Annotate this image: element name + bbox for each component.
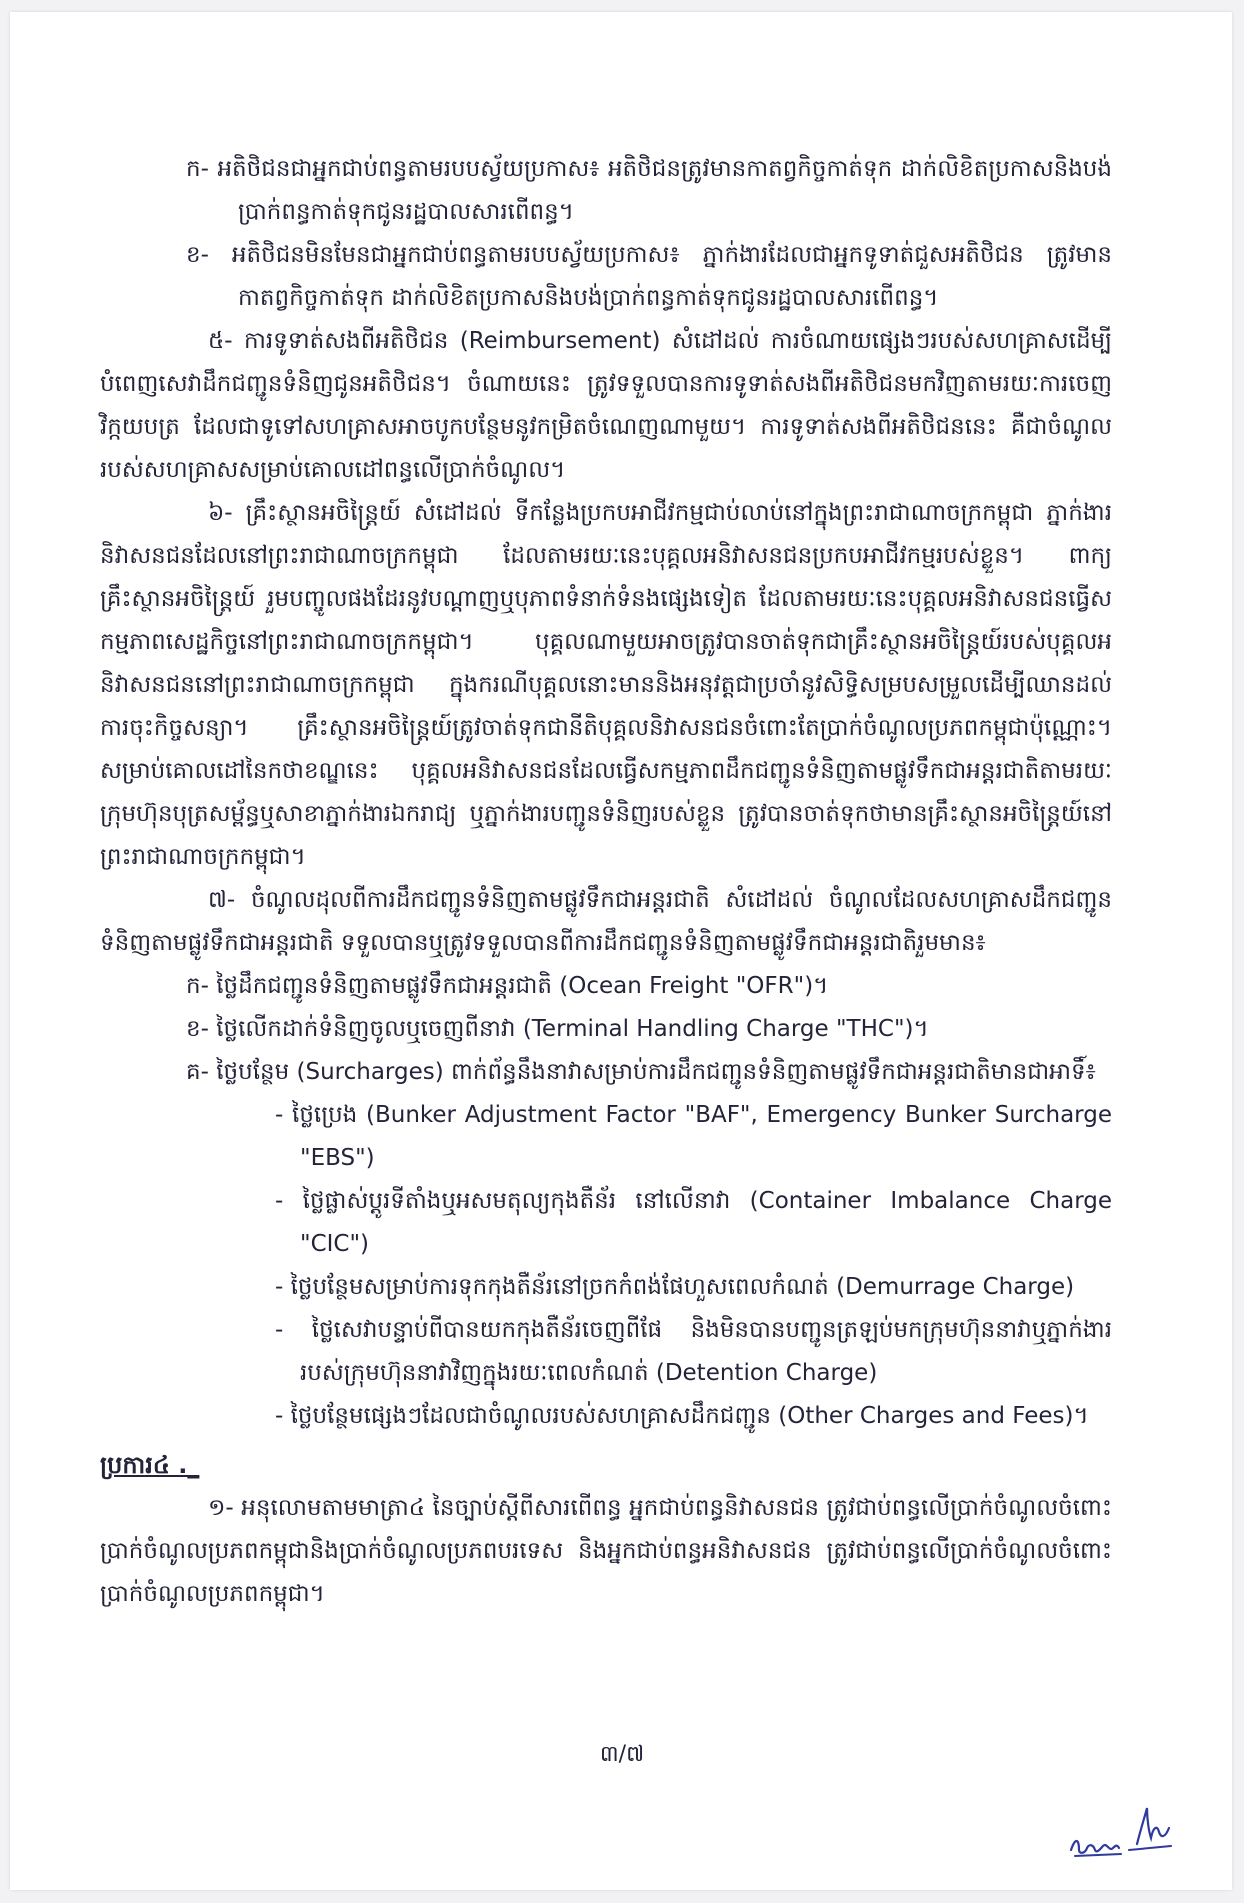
item-ko-surcharges: គ- ថ្លៃបន្ថែម (Surcharges) ពាក់ព័ន្ធនឹងនាវាសម្រាប់ការដឹកជញ្ជូនទំនិញតាមផ្លូវទឹកជាអន្តរជាតិមានជាអាទិ៍៖ <box>186 1059 1096 1085</box>
surcharge-bunker: - ថ្លៃប្រេង (Bunker Adjustment Factor "BAF", Emergency Bunker Surcharge "EBS") <box>275 1102 1112 1171</box>
surcharge-container-imbalance: - ថ្លៃផ្លាស់ប្តូរទីតាំងឬអសមតុល្យកុងតឺន័រ នៅលើនាវា (Container Imbalance Charge "CIC") <box>275 1188 1112 1257</box>
paragraph-7: ៧- ចំណូលដុលពីការដឹកជញ្ជូនទំនិញតាមផ្លូវទឹកជាអន្តរជាតិ សំដៅដល់ ចំណូលដែលសហគ្រាសដឹកជញ្ជូនទំនិញតាមផ្លូវទឹកជាអន្តរជាតិ ទទួលបានឬត្រូវទទួលបានពីការដឹកជញ្ជូនទំនិញតាមផ្លូវទឹកជាអន្តរជាតិរួមមាន៖ <box>100 887 1112 956</box>
surcharge-other: - ថ្លៃបន្ថែមផ្សេងៗដែលជាចំណូលរបស់សហគ្រាសដឹកជញ្ជូន (Other Charges and Fees)។ <box>275 1403 1089 1429</box>
paragraph-6: ៦- គ្រឹះស្ថានអចិន្ត្រៃយ៍ សំដៅដល់ ទីកន្លែងប្រកបអាជីវកម្មជាប់លាប់នៅក្នុងព្រះរាជាណាចក្រកម្ពុជា ភ្នាក់ងារនិវាសនជនដែលនៅព្រះរាជាណាចក្រកម្ពុជា ដែលតាមរយៈនេះបុគ្គលអនិវាសនជនប្រកបអាជីវកម្មរបស់ខ្លួន។ ពាក្យ គ្រឹះស្ថានអចិន្ត្រៃយ៍ រួមបញ្ចូលផងដែរនូវបណ្តាញឬបុភាពទំនាក់ទំនងផ្សេងទៀត ដែលតាមរយៈនេះបុគ្គលអនិវាសនជនធ្វើសកម្មភាពសេដ្ឋកិច្ចនៅព្រះរាជាណាចក្រកម្ពុជា។ បុគ្គលណាមួយអាចត្រូវបានចាត់ទុកជាគ្រឹះស្ថានអចិន្ត្រៃយ៍របស់បុគ្គលអនិវាសនជននៅព្រះរាជាណាចក្រកម្ពុជា ក្នុងករណីបុគ្គលនោះមាននិងអនុវត្តជាប្រចាំនូវសិទ្ធិសម្របសម្រួលដើម្បីឈានដល់ការចុះកិច្ចសន្យា។ គ្រឹះស្ថានអចិន្ត្រៃយ៍ត្រូវចាត់ទុកជានីតិបុគ្គលនិវាសនជនចំពោះតែប្រាក់ចំណូលប្រភពកម្ពុជាប៉ុណ្ណោះ។ សម្រាប់គោលដៅនៃកថាខណ្ឌនេះ បុគ្គលអនិវាសនជនដែលធ្វើសកម្មភាពដឹកជញ្ជូនទំនិញតាមផ្លូវទឹកជាអន្តរជាតិតាមរយៈក្រុមហ៊ុនបុត្រសម្ព័ន្ធឬសាខាភ្នាក់ងារឯករាជ្យ ឬភ្នាក់ងារបញ្ជូនទំនិញរបស់ខ្លួន ត្រូវបានចាត់ទុកថាមានគ្រឹះស្ថានអចិន្ត្រៃយ៍នៅព្រះរាជាណាចក្រកម្ពុជា។ <box>100 500 1112 870</box>
document-body <box>100 148 1112 1616</box>
page-number: ៣/៧ <box>599 1742 645 1767</box>
surcharge-detention: - ថ្លៃសេវាបន្ទាប់ពីបានយកកុងតឺន័រចេញពីផែ និងមិនបានបញ្ជូនត្រឡប់មកក្រុមហ៊ុននាវាឬភ្នាក់ងាររបស់ក្រុមហ៊ុននាវាវិញក្នុងរយៈពេលកំណត់ (Detention Charge) <box>275 1317 1112 1386</box>
clause-ka-line: ក- អតិថិជនជាអ្នកជាប់ពន្ធតាមរបបស្វ័យប្រកាស៖ អតិថិជនត្រូវមានកាតព្វកិច្ចកាត់ទុក ដាក់លិខិតប្រកាសនិងបង់ប្រាក់ពន្ធកាត់ទុកជូនរដ្ឋបាលសារពើពន្ធ។ <box>186 156 1112 225</box>
item-kha-terminal-handling: ខ- ថ្លៃលើកដាក់ទំនិញចូលឬចេញពីនាវា (Terminal Handling Charge "THC")។ <box>186 1016 929 1042</box>
article-4-paragraph-1: ១- អនុលោមតាមមាត្រា៤ នៃច្បាប់ស្តីពីសារពើពន្ធ អ្នកជាប់ពន្ធនិវាសនជន ត្រូវជាប់ពន្ធលើប្រាក់ចំណូលចំពោះប្រាក់ចំណូលប្រភពកម្ពុជានិងប្រាក់ចំណូលប្រភពបរទេស និងអ្នកជាប់ពន្ធអនិវាសនជន ត្រូវជាប់ពន្ធលើប្រាក់ចំណូលចំពោះប្រាក់ចំណូលប្រភពកម្ពុជា។ <box>100 1495 1112 1607</box>
paragraph-5: ៥- ការទូទាត់សងពីអតិថិជន (Reimbursement) សំដៅដល់ ការចំណាយផ្សេងៗរបស់សហគ្រាសដើម្បីបំពេញសេវាដឹកជញ្ជូនទំនិញជូនអតិថិជន។ ចំណាយនេះ ត្រូវទទួលបានការទូទាត់សងពីអតិថិជនមកវិញតាមរយៈការចេញវិក្កយបត្រ ដែលជាទូទៅសហគ្រាសអាចបូកបន្ថែមនូវកម្រិតចំណេញណាមួយ។ ការទូទាត់សងពីអតិថិជននេះ គឺជាចំណូលរបស់សហគ្រាសសម្រាប់គោលដៅពន្ធលើប្រាក់ចំណូល។ <box>100 328 1112 483</box>
handwritten-initials-icon <box>1065 1798 1175 1868</box>
item-ka-ocean-freight: ក- ថ្លៃដឹកជញ្ជូនទំនិញតាមផ្លូវទឹកជាអន្តរជាតិ (Ocean Freight "OFR")។ <box>186 973 829 999</box>
article-4-heading: ប្រការ៤ ._ <box>100 1451 200 1479</box>
surcharge-demurrage: - ថ្លៃបន្ថែមសម្រាប់ការទុកកុងតឺន័រនៅច្រកកំពង់ផែហួសពេលកំណត់ (Demurrage Charge) <box>275 1274 1075 1300</box>
clause-kha-line: ខ- អតិថិជនមិនមែនជាអ្នកជាប់ពន្ធតាមរបបស្វ័យប្រកាស៖ ភ្នាក់ងារដែលជាអ្នកទូទាត់ជួសអតិថិជន ត្រូវមានកាតព្វកិច្ចកាត់ទុក ដាក់លិខិតប្រកាសនិងបង់ប្រាក់ពន្ធកាត់ទុកជូនរដ្ឋបាលសារពើពន្ធ។ <box>186 242 1112 311</box>
